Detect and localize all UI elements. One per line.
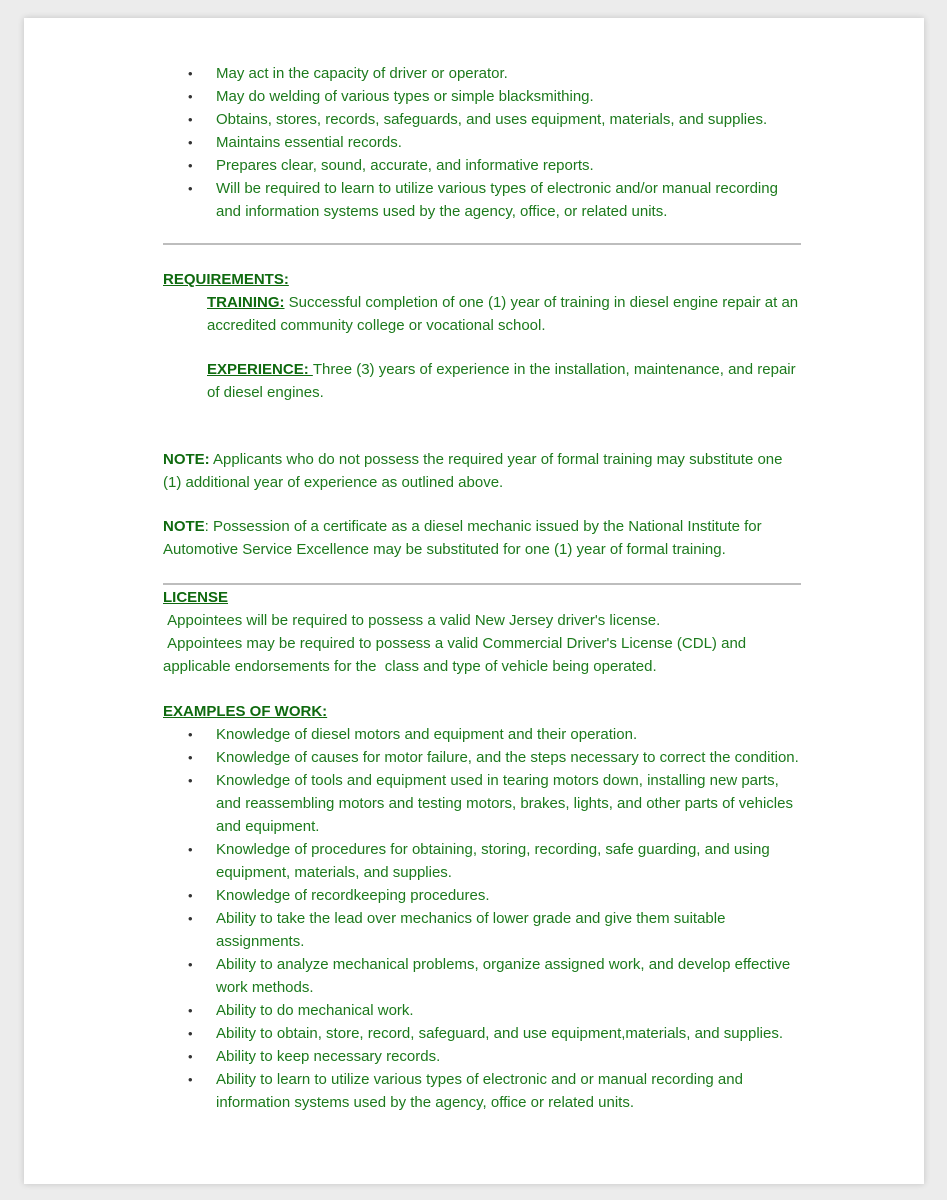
list-item: • Ability to obtain, store, record, safeguard, and use equipment,materials, and supplies.: [163, 1022, 803, 1045]
bullet-icon: •: [188, 1026, 193, 1041]
bullet-icon: •: [188, 112, 193, 127]
list-item: • May do welding of various types or simple blacksmithing.: [163, 85, 803, 108]
note-text: : Possession of a certificate as a diesel mechanic issued by the National Institute for Automotive Service Excellence may be substituted for one (1) year of formal training.: [163, 518, 762, 558]
note-label: NOTE:: [163, 451, 210, 468]
bullet-icon: •: [188, 66, 193, 81]
document-page: [24, 18, 924, 1184]
examples-list: [163, 723, 803, 1114]
bullet-icon: •: [188, 750, 193, 765]
bullet-icon: •: [188, 911, 193, 926]
bullet-icon: •: [188, 842, 193, 857]
training-label: TRAINING:: [207, 294, 285, 311]
list-item: • Obtains, stores, records, safeguards, and uses equipment, materials, and supplies.: [163, 108, 803, 131]
note-text: Applicants who do not possess the required year of formal training may substitute one (1) additional year of experience as outlined above.: [163, 451, 783, 491]
license-heading: LICENSE: [163, 589, 229, 606]
license-section: [163, 586, 803, 678]
training-paragraph: [163, 291, 803, 337]
list-item: • May act in the capacity of driver or operator.: [163, 62, 803, 85]
list-item: • Prepares clear, sound, accurate, and informative reports.: [163, 154, 803, 177]
bullet-icon: •: [188, 1049, 193, 1064]
examples-heading: EXAMPLES OF WORK:: [163, 703, 328, 720]
experience-paragraph: [163, 358, 803, 404]
training-text: Successful completion of one (1) year of training in diesel engine repair at an accredited community college or vocational school.: [207, 294, 799, 334]
list-item: • Ability to take the lead over mechanics of lower grade and give them suitable assignments.: [163, 907, 803, 953]
bullet-icon: •: [188, 957, 193, 972]
duties-list: [163, 62, 803, 223]
list-item: • Ability to learn to utilize various types of electronic and or manual recording and information systems used by the agency, office or related units.: [163, 1068, 803, 1114]
list-item: • Maintains essential records.: [163, 131, 803, 154]
list-item: • Knowledge of tools and equipment used in tearing motors down, installing new parts, and reassembling motors and testing motors, brakes, lights, and other parts of vehicles and equipment.: [163, 769, 803, 838]
requirements-section: [163, 268, 803, 404]
list-item: • Ability to analyze mechanical problems, organize assigned work, and develop effective work methods.: [163, 953, 803, 999]
bullet-icon: •: [188, 158, 193, 173]
list-item: • Ability to do mechanical work.: [163, 999, 803, 1022]
list-item: • Ability to keep necessary records.: [163, 1045, 803, 1068]
bullet-icon: •: [188, 135, 193, 150]
bullet-icon: •: [188, 888, 193, 903]
document-body: [163, 62, 803, 1114]
experience-label: EXPERIENCE:: [207, 361, 313, 378]
bullet-icon: •: [188, 1003, 193, 1018]
bullet-icon: •: [188, 89, 193, 104]
list-item: • Will be required to learn to utilize various types of electronic and/or manual recording and information systems used by the agency, office, or related units.: [163, 177, 803, 223]
examples-section: [163, 700, 803, 1114]
list-item: • Knowledge of diesel motors and equipment and their operation.: [163, 723, 803, 746]
list-item: • Knowledge of procedures for obtaining, storing, recording, safe guarding, and using equipment, materials, and supplies.: [163, 838, 803, 884]
license-line: Appointees may be required to possess a valid Commercial Driver's License (CDL) and applicable endorsements for the class and type of vehicle being operated.: [163, 635, 751, 675]
section-divider: [163, 243, 801, 245]
note-label: NOTE: [163, 518, 205, 535]
requirements-heading: REQUIREMENTS:: [163, 271, 289, 288]
section-divider: [163, 583, 801, 585]
experience-text: Three (3) years of experience in the installation, maintenance, and repair of diesel engines.: [207, 361, 796, 401]
note-paragraph: [163, 515, 803, 561]
bullet-icon: •: [188, 181, 193, 196]
list-item: • Knowledge of causes for motor failure, and the steps necessary to correct the condition.: [163, 746, 803, 769]
list-item: • Knowledge of recordkeeping procedures.: [163, 884, 803, 907]
bullet-icon: •: [188, 773, 193, 788]
bullet-icon: •: [188, 1072, 193, 1087]
bullet-icon: •: [188, 727, 193, 742]
note-paragraph: [163, 448, 803, 494]
license-line: Appointees will be required to possess a valid New Jersey driver's license.: [163, 612, 661, 629]
